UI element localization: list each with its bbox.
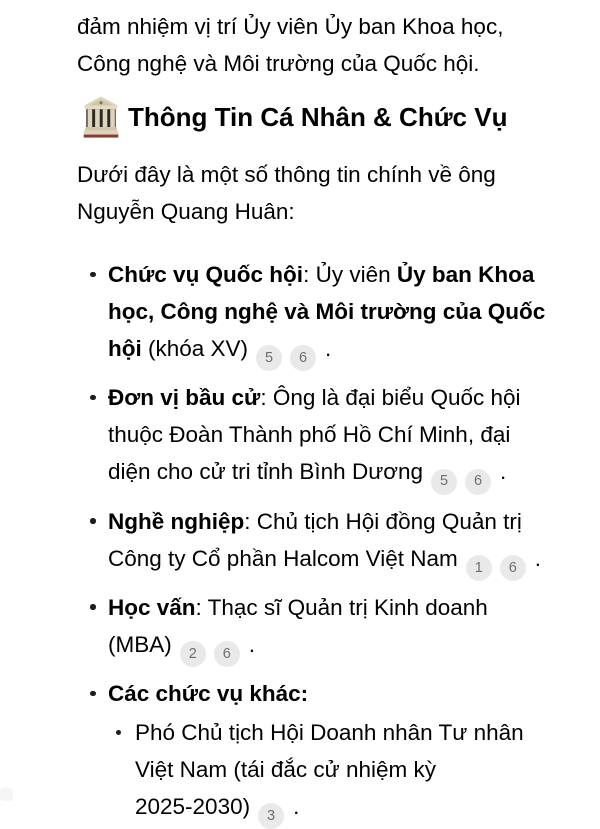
text-line: Nghề nghiệp: Chủ tịch Hội đồng Quản trị: [108, 508, 522, 534]
text-line: Dưới đây là một số thông tin chính về ông: [77, 162, 496, 187]
text-line: Nguyễn Quang Huân:: [77, 199, 295, 224]
citation-badge[interactable]: 5: [256, 345, 282, 371]
citation-badge[interactable]: 6: [500, 555, 526, 581]
list-item-text: [135, 714, 584, 829]
list-item-text: [108, 675, 584, 829]
citation-badge[interactable]: 6: [214, 641, 240, 667]
text-line: 2025-2030) 3 .: [135, 788, 584, 829]
text-line: Việt Nam (tái đắc cử nhiệm kỳ: [135, 757, 437, 782]
list-item: [77, 675, 584, 829]
list-item-text: [108, 503, 584, 581]
list-item: [77, 256, 584, 371]
citation-badge[interactable]: 1: [466, 555, 492, 581]
citation-badge[interactable]: 6: [290, 345, 316, 371]
list-item-text: [108, 589, 584, 667]
text-line: Các chức vụ khác:: [108, 681, 309, 706]
citation-badge[interactable]: 6: [465, 469, 491, 495]
list-item: [77, 379, 584, 494]
bullet-dot: [90, 272, 96, 278]
bullet-dot: [90, 518, 96, 524]
sentence-period: .: [500, 459, 507, 485]
text-line: hội (khóa XV) 5 6 .: [108, 330, 584, 371]
text-line: Học vấn: Thạc sĩ Quản trị Kinh doanh: [108, 594, 488, 620]
bullet-dot: [90, 395, 96, 401]
text-line: Công nghệ và Môi trường của Quốc hội.: [77, 51, 480, 76]
text-line: học, Công nghệ và Môi trường của Quốc: [108, 299, 546, 324]
citation-badge[interactable]: 3: [258, 803, 284, 829]
list-item-text: [108, 256, 584, 371]
paragraph-continued: [77, 8, 584, 82]
bullet-dot: [90, 604, 96, 610]
bullet-dot: [116, 730, 121, 735]
list-item: [77, 503, 584, 581]
intro-paragraph: [77, 156, 584, 230]
section-heading: [83, 96, 584, 138]
sentence-period: .: [293, 794, 300, 819]
sentence-period: .: [325, 336, 332, 361]
text-line: (MBA) 2 6 .: [108, 626, 584, 667]
text-line: Chức vụ Quốc hội: Ủy viên Ủy ban Khoa: [108, 262, 535, 287]
text-line: Phó Chủ tịch Hội Doanh nhân Tư nhân: [135, 720, 524, 745]
citation-badge[interactable]: 5: [431, 469, 457, 495]
classical-building-icon: [83, 96, 119, 138]
sub-list-item: [108, 714, 584, 829]
section-heading-text: Thông Tin Cá Nhân & Chức Vụ: [128, 102, 508, 132]
text-line: Đơn vị bầu cử: Ông là đại biểu Quốc hội: [108, 385, 521, 411]
sub-list: [108, 714, 584, 829]
sentence-period: .: [248, 631, 256, 657]
text-line: Công ty Cổ phần Halcom Việt Nam 1 6 .: [108, 540, 584, 581]
sentence-period: .: [534, 545, 542, 571]
text-line: đảm nhiệm vị trí Ủy viên Ủy ban Khoa học,: [77, 14, 504, 39]
list-item-text: [108, 379, 584, 494]
citation-badge[interactable]: 2: [180, 641, 206, 667]
info-list: [77, 256, 584, 829]
text-line: thuộc Đoàn Thành phố Hồ Chí Minh, đại: [108, 422, 511, 448]
partial-element-bottom-left: [0, 788, 13, 801]
bullet-dot: [90, 691, 96, 697]
text-line: diện cho cử tri tỉnh Bình Dương 5 6 .: [108, 453, 584, 494]
list-item: [77, 589, 584, 667]
